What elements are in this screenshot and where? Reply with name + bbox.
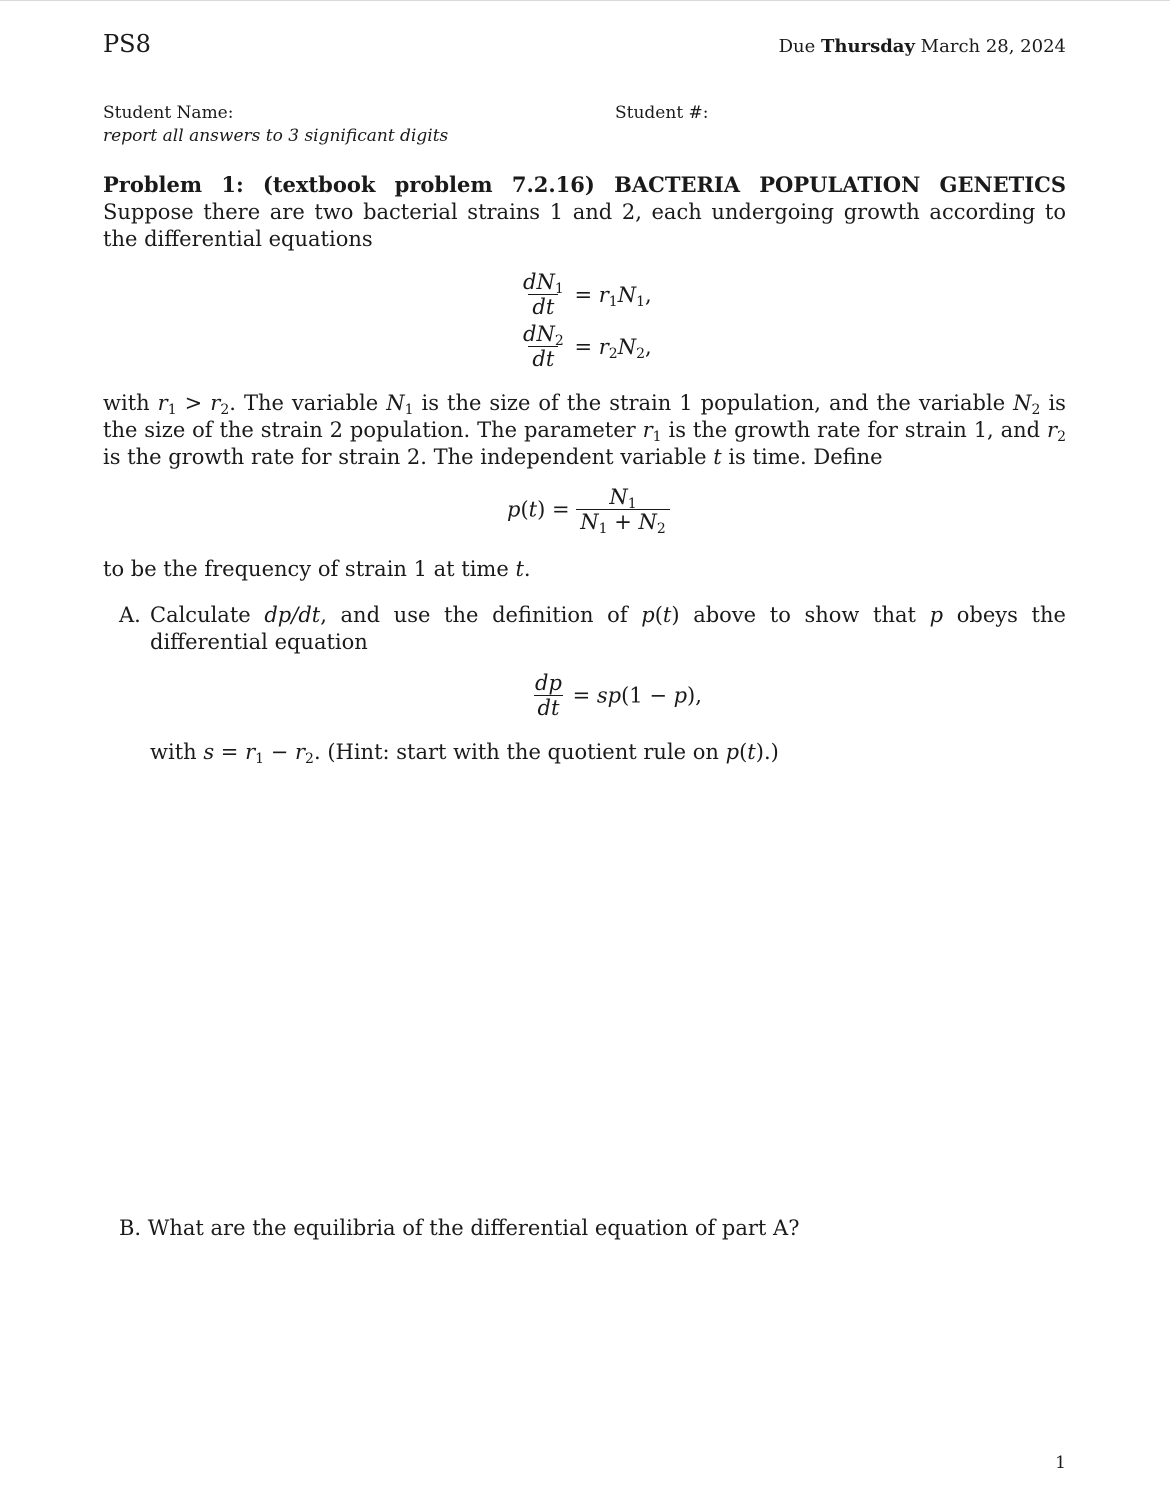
part-b-text: What are the equilibria of the differential equation of part A? xyxy=(147,1216,800,1240)
due-date xyxy=(779,36,1066,57)
part-b-question xyxy=(119,1215,799,1242)
problem-1-definitions: with $r_1 > r_2$. The variable $N_1$ is the size of the strain 1 population, and the variable $N_2$ is the size of the strain 2 population. The parameter $r_1$ is the growth rate for strain 1, and $r_2$ is the growth rate for strain 2. The independent variable t is time. Define xyxy=(103,391,1066,469)
equation-frequency-definition: p(t) = $\frac{N_1}{N_1 + N_2}$ xyxy=(507,485,670,534)
problem-1-intro xyxy=(103,171,1066,253)
instructions: report all answers to 3 significant digits xyxy=(103,126,449,146)
part-b-label: B. xyxy=(119,1216,142,1240)
due-day: Thursday xyxy=(821,36,915,57)
course-title: PS8 xyxy=(103,30,151,58)
problem-1-frequency-text: to be the frequency of strain 1 at time t. xyxy=(103,557,531,581)
page-number: 1 xyxy=(1055,1453,1066,1473)
fraction-n1-over-sum: $\frac{N_1}{N_1 + N_2}$ xyxy=(576,485,670,534)
part-a-hint: with $s = r_1 - r_2$. (Hint: start with the quotient rule on p(t).) xyxy=(150,740,779,767)
equation-dn1: $\frac{dN_1}{dt}$ = $r_1N_1$, xyxy=(519,270,652,319)
fraction-dp-dt: $\frac{dp}{dt}$ xyxy=(535,671,562,720)
equation-dn2: $\frac{dN_2}{dt}$ = $r_2N_2$, xyxy=(519,322,652,371)
fraction-dn2-dt: $\frac{dN_2}{dt}$ xyxy=(523,322,564,371)
part-a-label: A. xyxy=(119,603,141,627)
top-border xyxy=(0,0,1170,1)
due-date-value: March 28, 2024 xyxy=(920,36,1066,57)
problem-1-intro-text: Suppose there are two bacterial strains 1 and 2, each undergoing growth according to the differential equations xyxy=(103,200,1066,251)
problem-1-heading: Problem 1: (textbook problem 7.2.16) BACTERIA POPULATION GENETICS xyxy=(103,172,1066,197)
student-name-label: Student Name: xyxy=(103,103,234,123)
equation-logistic-frequency: $\frac{dp}{dt}$ = sp(1 − p), xyxy=(531,671,702,720)
due-prefix: Due xyxy=(778,36,816,57)
fraction-dn1-dt: $\frac{dN_1}{dt}$ xyxy=(523,270,564,319)
part-a-text: Calculate dp/dt, and use the definition of p(t) above to show that p obeys the differential equation xyxy=(150,603,1066,654)
student-number-label: Student #: xyxy=(615,103,709,123)
